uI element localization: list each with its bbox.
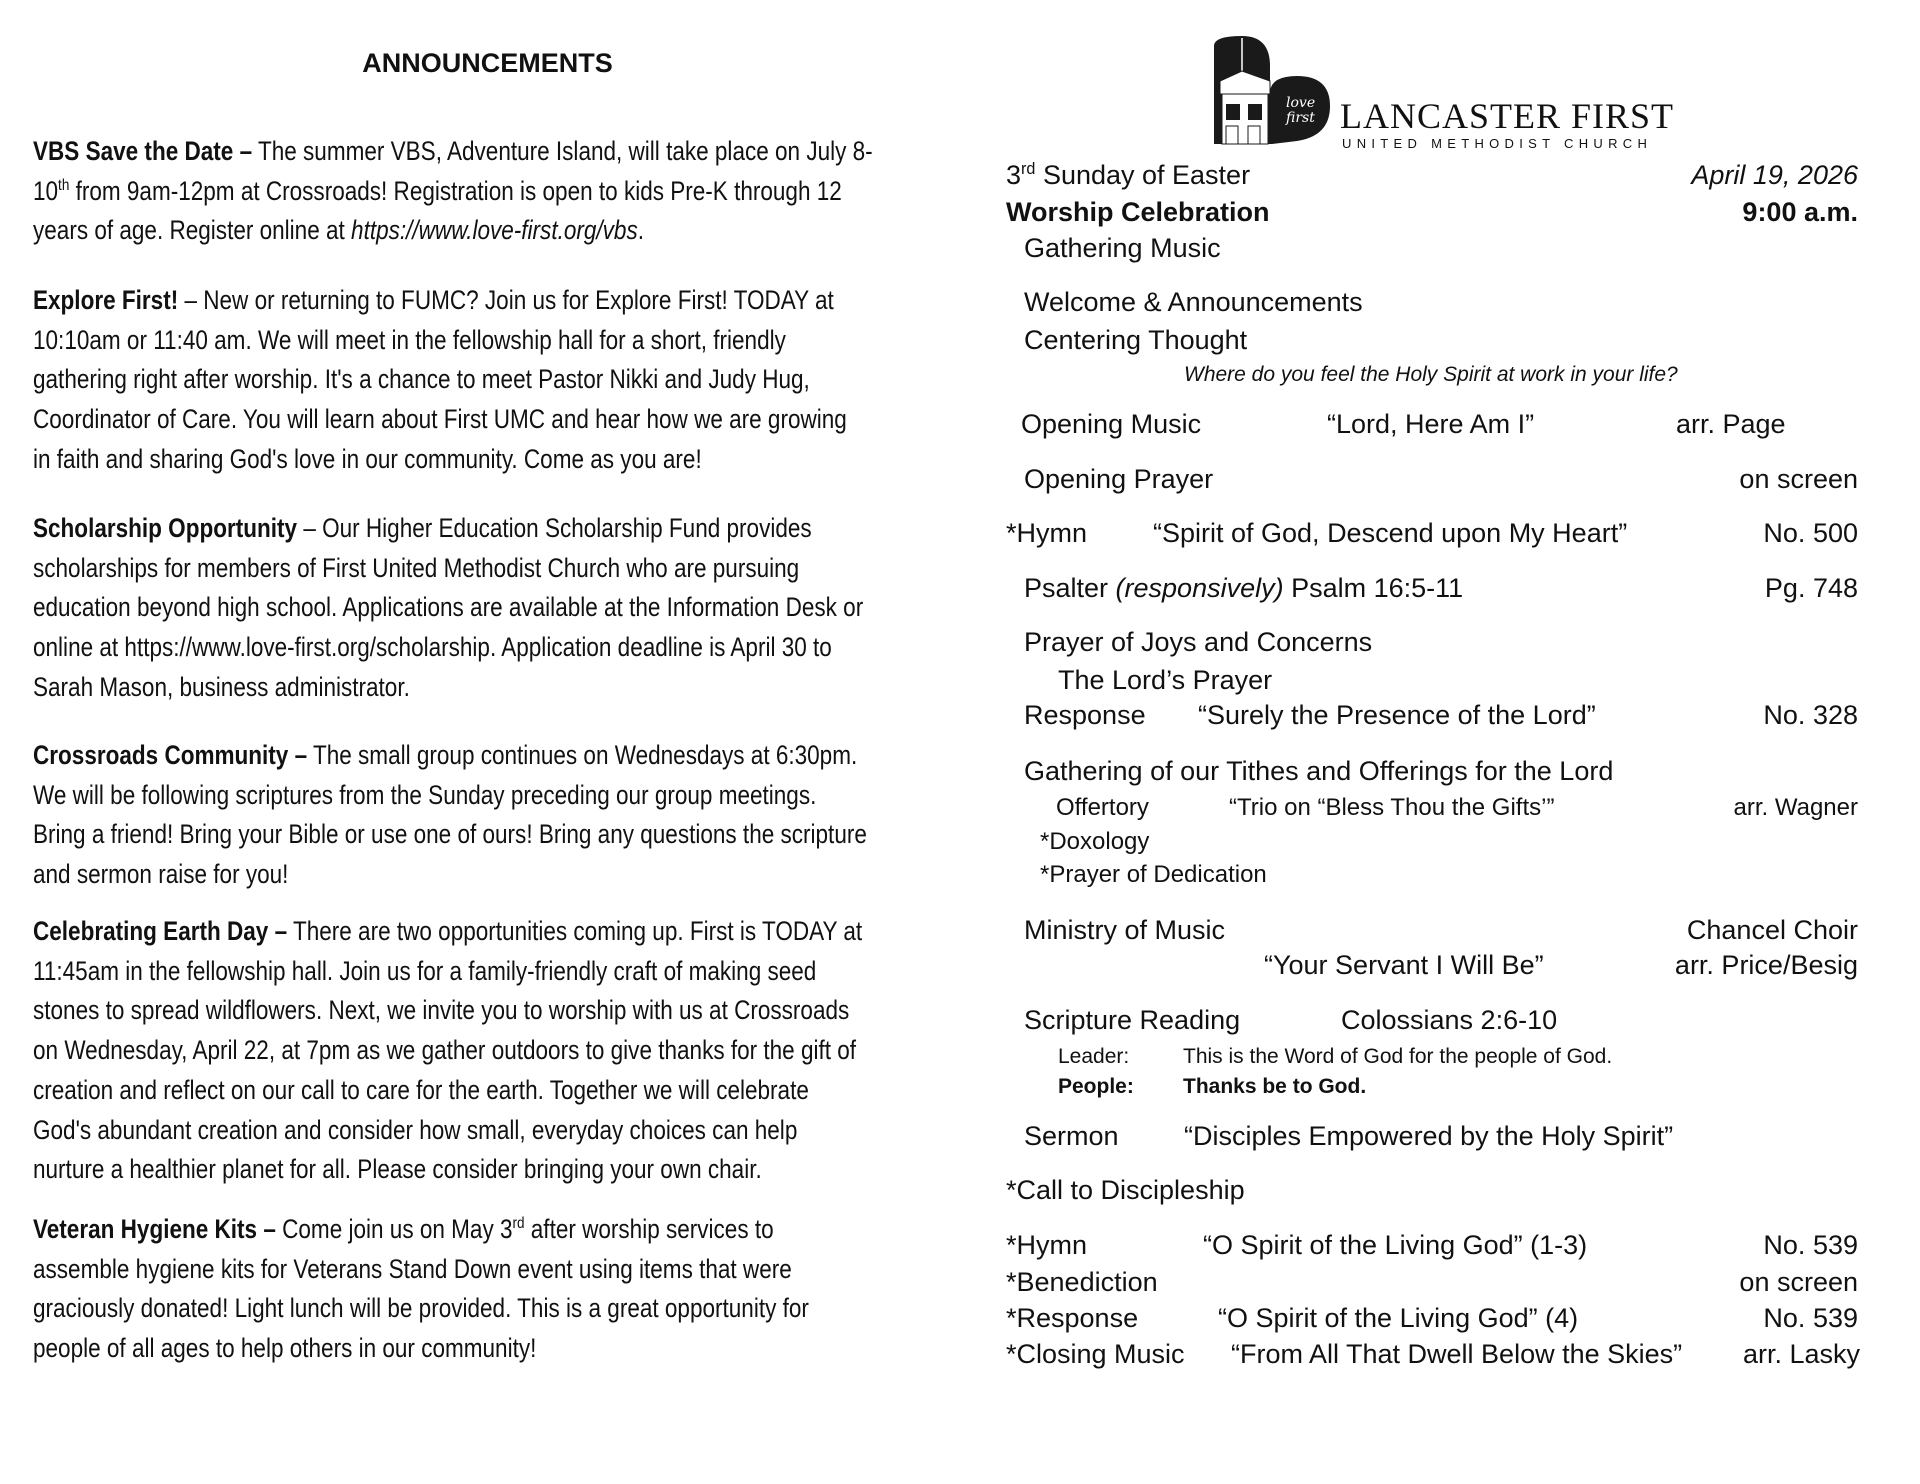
announcement-lead: Scholarship Opportunity (33, 513, 298, 543)
ministry-group: Chancel Choir (1686, 915, 1858, 945)
hymn-label: *Hymn (1006, 518, 1088, 548)
text: online at https://www.love-first.org/scholarship. Application deadline is April 30 to (33, 632, 832, 663)
benediction-note: on screen (1739, 1267, 1858, 1297)
scripture-reference: Colossians 2:6-10 (1341, 1005, 1558, 1035)
announcement-earth-day (33, 912, 943, 1190)
leader-label: Leader: (1058, 1045, 1130, 1068)
ministry-arranger: arr. Price/Besig (1674, 950, 1858, 980)
text: scholarships for members of First United Methodist Church who are pursuing (33, 552, 800, 583)
offertory-title: “Trio on “Bless Thou the Gifts’” (1229, 794, 1555, 821)
superscript: rd (512, 1215, 525, 1233)
benediction-label: *Benediction (1006, 1267, 1158, 1297)
hymn2-label: *Hymn (1006, 1230, 1088, 1260)
text: Come join us on May 3 (275, 1214, 513, 1244)
response-title: “Surely the Presence of the Lord” (1198, 700, 1596, 730)
text: Sarah Mason, business administrator. (33, 671, 410, 702)
service-title: Worship Celebration (1006, 197, 1270, 227)
closing-music-arranger: arr. Lasky (1742, 1339, 1860, 1369)
text: We will be following scriptures from the Sunday preceding our group meetings. (33, 779, 817, 810)
text: creation and reflect on our call to care for the earth. Together we will celebrate (33, 1074, 809, 1105)
centering-thought: Centering Thought (1024, 325, 1248, 355)
opening-music-arranger: arr. Page (1676, 409, 1786, 439)
hymn-number: No. 500 (1763, 518, 1858, 548)
logo-subtitle: UNITED METHODIST CHURCH (1342, 136, 1653, 151)
announcement-veteran-kits (33, 1210, 943, 1369)
welcome-announcements: Welcome & Announcements (1024, 287, 1363, 317)
opening-music-label: Opening Music (1021, 409, 1202, 439)
hymn2-title: “O Spirit of the Living God” (1-3) (1203, 1230, 1588, 1260)
text: stones to spread wildflowers. Next, we invite you to worship with us at Crossroads (33, 995, 850, 1026)
scripture-label: Scripture Reading (1024, 1005, 1241, 1035)
doxology: *Doxology (1040, 828, 1150, 855)
closing-music-title: “From All That Dwell Below the Skies” (1231, 1339, 1683, 1369)
offertory-arranger: arr. Wagner (1733, 794, 1858, 821)
text: Psalm 16:5-11 (1283, 573, 1464, 603)
text: . (637, 215, 644, 246)
call-to-discipleship: *Call to Discipleship (1006, 1175, 1245, 1205)
text: 3 (1006, 160, 1022, 190)
text: – New or returning to FUMC? Join us for Explore First! TODAY at (178, 285, 834, 315)
people-label: People: (1058, 1075, 1134, 1098)
announcement-lead: VBS Save the Date – (33, 136, 253, 166)
hymn-title: “Spirit of God, Descend upon My Heart” (1153, 518, 1628, 548)
text: assemble hygiene kits for Veterans Stand Down event using items that were (33, 1253, 792, 1284)
vbs-link[interactable]: https://www.love-first.org/vbs (351, 215, 638, 246)
hymn2-number: No. 539 (1763, 1230, 1858, 1260)
closing-music-label: *Closing Music (1006, 1339, 1185, 1369)
text: 11:45am in the fellowship hall. Join us for a family-friendly craft of making seed (33, 955, 817, 986)
superscript: th (58, 176, 70, 194)
announcement-vbs (33, 132, 943, 251)
offertory-label: Offertory (1056, 794, 1149, 821)
announcement-lead: Celebrating Earth Day – (33, 916, 288, 946)
text: The summer VBS, Adventure Island, will take place on July 8- (252, 136, 873, 166)
text: (responsively) (1115, 573, 1284, 603)
gathering-music: Gathering Music (1024, 233, 1221, 263)
sunday-label (1006, 158, 1250, 192)
lords-prayer: The Lord’s Prayer (1058, 665, 1273, 695)
superscript: rd (1021, 160, 1036, 178)
text: The small group continues on Wednesdays at 6:30pm. (307, 740, 858, 770)
announcements-title: ANNOUNCEMENTS (362, 48, 613, 78)
response2-number: No. 539 (1763, 1303, 1858, 1333)
prayer-joys-concerns: Prayer of Joys and Concerns (1024, 627, 1373, 657)
centering-question: Where do you feel the Holy Spirit at work in your life? (1184, 363, 1678, 386)
text: Psalter (1024, 573, 1116, 603)
announcement-crossroads (33, 736, 943, 895)
sermon-title: “Disciples Empowered by the Holy Spirit” (1184, 1121, 1674, 1151)
service-time: 9:00 a.m. (1742, 197, 1858, 227)
text: on Wednesday, April 22, at 7pm as we gather outdoors to give thanks for the gift of (33, 1035, 857, 1066)
response-number: No. 328 (1763, 700, 1858, 730)
text: education beyond high school. Applications are available at the Information Desk or (33, 592, 864, 623)
announcement-lead: Veteran Hygiene Kits – (33, 1214, 276, 1244)
text: people of all ages to help others in our community! (33, 1333, 537, 1364)
announcement-explore-first (33, 281, 943, 480)
psalter-page: Pg. 748 (1764, 573, 1858, 603)
announcement-lead: Crossroads Community – (33, 740, 308, 770)
service-date: April 19, 2026 (1691, 160, 1858, 190)
response2-label: *Response (1006, 1303, 1139, 1333)
text: graciously donated! Light lunch will be provided. This is a great opportunity for (33, 1293, 809, 1324)
psalter (1024, 571, 1463, 605)
opening-music-title: “Lord, Here Am I” (1327, 409, 1535, 439)
response2-title: “O Spirit of the Living God” (4) (1218, 1303, 1579, 1333)
sermon-label: Sermon (1024, 1121, 1119, 1151)
text: years of age. Register online at (33, 215, 352, 246)
ministry-title: “Your Servant I Will Be” (1264, 950, 1544, 980)
text: 10 (33, 175, 59, 206)
text: 10:10am or 11:40 am. We will meet in the fellowship hall for a short, friendly (33, 324, 786, 355)
church-logo (1212, 36, 1332, 151)
text: Bring a friend! Bring your Bible or use one of ours! Bring any questions the scripture (33, 819, 867, 850)
text: and sermon raise for you! (33, 859, 289, 890)
opening-prayer-label: Opening Prayer (1024, 464, 1214, 494)
text: God's abundant creation and consider how small, everyday choices can help (33, 1114, 798, 1145)
gathering-tithes: Gathering of our Tithes and Offerings for the Lord (1024, 756, 1614, 786)
people-text: Thanks be to God. (1183, 1075, 1367, 1098)
text: in faith and sharing God's love in our community. Come as you are! (33, 443, 702, 474)
ministry-of-music-label: Ministry of Music (1024, 915, 1226, 945)
leader-text: This is the Word of God for the people of God. (1183, 1045, 1613, 1068)
announcement-lead: Explore First! (33, 285, 179, 315)
text: nurture a healthier planet for all. Please consider bringing your own chair. (33, 1154, 762, 1185)
opening-prayer-note: on screen (1739, 464, 1858, 494)
text: from 9am-12pm at Crossroads! Registration is open to kids Pre-K through 12 (69, 175, 842, 206)
logo-name: LANCASTER FIRST (1340, 96, 1675, 136)
text: There are two opportunities coming up. First is TODAY at (287, 916, 863, 946)
announcement-scholarship (33, 509, 943, 708)
logo-script: love first (1286, 95, 1316, 126)
response-label: Response (1024, 700, 1146, 730)
church-tower-heart-icon (1212, 36, 1332, 151)
text: after worship services to (524, 1214, 774, 1244)
text: – Our Higher Education Scholarship Fund provides (297, 513, 812, 543)
prayer-of-dedication: *Prayer of Dedication (1040, 861, 1267, 888)
text: Coordinator of Care. You will learn about First UMC and hear how we are growing (33, 404, 847, 435)
text: gathering right after worship. It's a chance to meet Pastor Nikki and Judy Hug, (33, 364, 810, 395)
text: Sunday of Easter (1035, 160, 1251, 190)
